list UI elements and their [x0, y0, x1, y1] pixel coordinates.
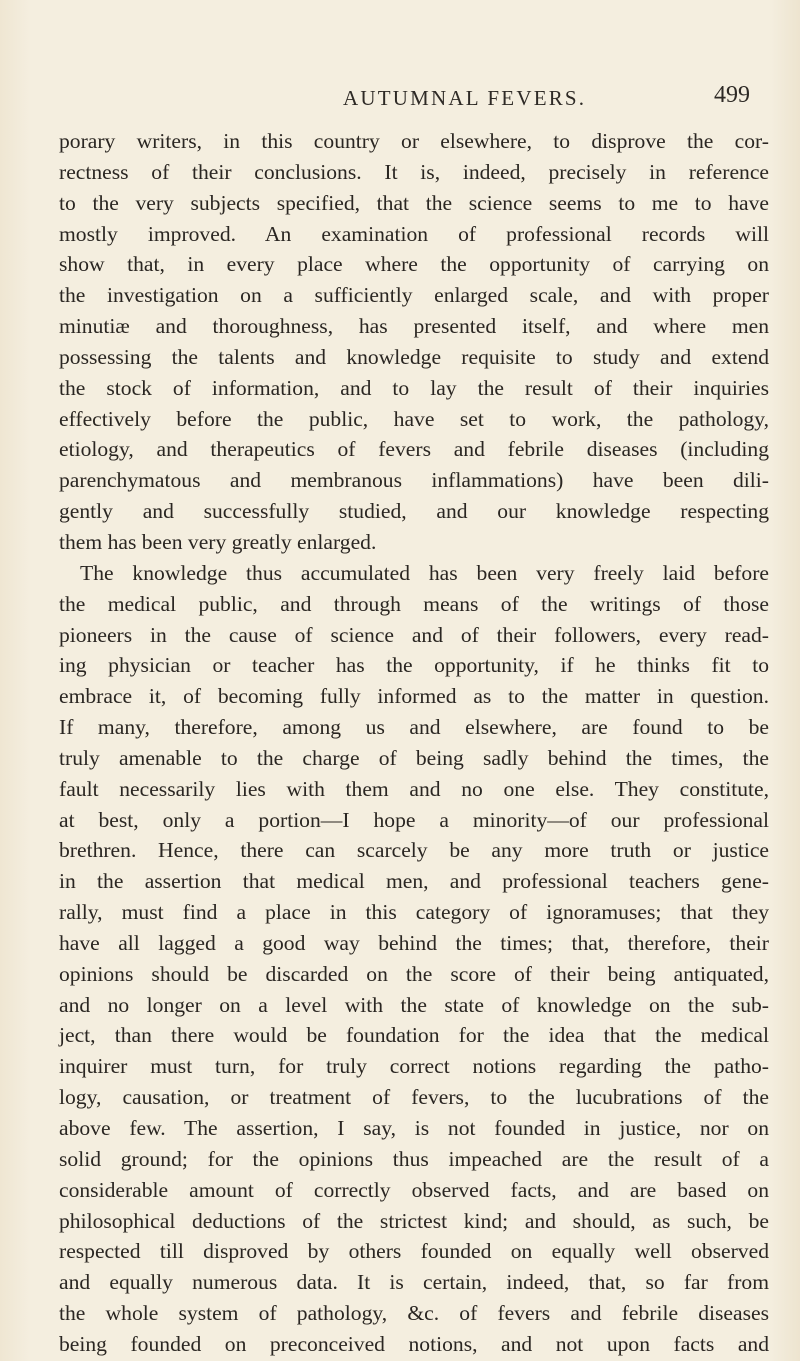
text-line: parenchymatous and membranous inflammations) have been dili- — [59, 468, 769, 493]
text-line: considerable amount of correctly observed facts, and are based on — [59, 1177, 769, 1202]
text-line: minutiæ and thoroughness, has presented itself, and where men — [59, 314, 769, 339]
text-line: have all lagged a good way behind the times; that, therefore, their — [59, 930, 769, 955]
text-line: possessing the talents and knowledge requisite to study and extend — [59, 344, 769, 369]
text-line: porary writers, in this country or elsewhere, to disprove the cor- — [59, 129, 769, 153]
text-line: in the assertion that medical men, and professional teachers gene- — [59, 869, 769, 894]
text-line: truly amenable to the charge of being sadly behind the times, the — [59, 745, 769, 770]
text-line: pioneers in the cause of science and of their followers, every read- — [59, 622, 769, 647]
text-line: at best, only a portion—I hope a minority—of our professional — [59, 807, 769, 832]
text-line: the medical public, and through means of the writings of those — [59, 591, 769, 616]
text-line: inquirer must turn, for truly correct notions regarding the patho- — [59, 1054, 769, 1079]
text-line: logy, causation, or treatment of fevers, to the lucubrations of the — [59, 1085, 769, 1110]
text-line: ing physician or teacher has the opportunity, if he thinks fit to — [59, 653, 769, 678]
text-line: show that, in every place where the opportunity of carrying on — [59, 252, 769, 277]
body-text — [59, 126, 769, 1360]
text-line: above few. The assertion, I say, is not founded in justice, nor on — [59, 1116, 769, 1140]
text-line: mostly improved. An examination of professional records will — [59, 221, 769, 246]
text-line: and no longer on a level with the state of knowledge on the sub- — [59, 992, 769, 1017]
text-line: the stock of information, and to lay the result of their inquiries — [59, 375, 769, 400]
text-line: to the very subjects specified, that the science seems to me to have — [59, 190, 769, 215]
text-line: brethren. Hence, there can scarcely be any more truth or justice — [59, 838, 769, 863]
page-header — [0, 78, 800, 112]
running-title: AUTUMNAL FEVERS. — [343, 86, 587, 110]
text-line: If many, therefore, among us and elsewhere, are found to be — [59, 715, 769, 740]
text-line: ject, than there would be foundation for the idea that the medical — [59, 1023, 769, 1048]
text-line: the investigation on a sufficiently enlarged scale, and with proper — [59, 283, 769, 308]
paragraph-start-line: The knowledge thus accumulated has been very freely laid before — [80, 560, 769, 585]
text-line: etiology, and therapeutics of fevers and febrile diseases (including — [59, 437, 769, 462]
paragraph-end-line: them has been very greatly enlarged. — [59, 529, 377, 554]
text-line: rectness of their conclusions. It is, indeed, precisely in reference — [59, 159, 769, 184]
text-line: embrace it, of becoming fully informed as to the matter in question. — [59, 684, 769, 709]
text-line: solid ground; for the opinions thus impeached are the result of a — [59, 1146, 769, 1171]
text-line: the whole system of pathology, &c. of fevers and febrile diseases — [59, 1301, 769, 1326]
text-line: philosophical deductions of the strictest kind; and should, as such, be — [59, 1208, 769, 1233]
text-line: respected till disproved by others founded on equally well observed — [59, 1239, 769, 1264]
page-number: 499 — [714, 82, 750, 108]
text-line: effectively before the public, have set to work, the pathology, — [59, 406, 769, 431]
text-line: and equally numerous data. It is certain, indeed, that, so far from — [59, 1270, 769, 1295]
text-line: opinions should be discarded on the score of their being antiquated, — [59, 961, 769, 986]
text-line: being founded on preconceived notions, and not upon facts and — [59, 1331, 769, 1356]
text-line: fault necessarily lies with them and no one else. They constitute, — [59, 776, 769, 801]
text-line: gently and successfully studied, and our knowledge respecting — [59, 499, 769, 524]
text-line: rally, must find a place in this category of ignoramuses; that they — [59, 900, 769, 925]
